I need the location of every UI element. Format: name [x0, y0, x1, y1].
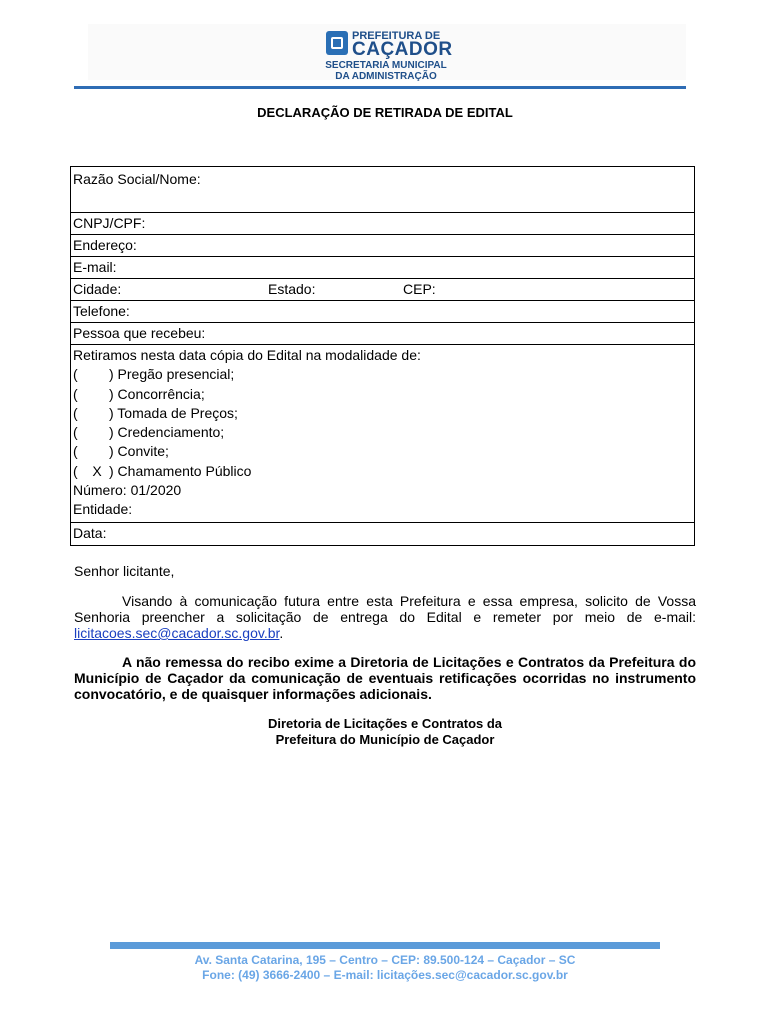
- field-data[interactable]: [71, 523, 694, 545]
- field-cidade-estado-cep[interactable]: [71, 279, 694, 301]
- label-estado: Estado:: [268, 281, 316, 297]
- option-mark: X: [92, 462, 102, 479]
- email-link[interactable]: licitacoes.sec@cacador.sc.gov.br: [74, 625, 280, 641]
- greeting: Senhor licitante,: [74, 563, 175, 579]
- label-email: E-mail:: [73, 259, 117, 275]
- document-title: DECLARAÇÃO DE RETIRADA DE EDITAL: [257, 105, 513, 120]
- instructions-text: Visando à comunicação futura entre esta Prefeitura e essa empresa, solicito de Vossa Senhoria preencher a solicitação de entrega do Edital e remeter por meio de e-mail:: [74, 593, 696, 625]
- option-credenciamento[interactable]: ( ) Credenciamento;: [73, 424, 225, 441]
- option-pregao[interactable]: ( ) Pregão presencial;: [73, 366, 235, 383]
- option-label: ) Credenciamento;: [109, 424, 225, 441]
- option-label: ) Tomada de Preços;: [109, 404, 238, 421]
- option-label: ) Chamamento Público: [109, 462, 252, 479]
- field-telefone[interactable]: [71, 301, 694, 323]
- option-tomada-precos[interactable]: ( ) Tomada de Preços;: [73, 404, 238, 421]
- label-data: Data:: [73, 525, 107, 541]
- header-divider: [74, 86, 686, 89]
- label-razao-social: Razão Social/Nome:: [73, 171, 201, 187]
- label-telefone: Telefone:: [73, 303, 130, 319]
- field-email[interactable]: [71, 257, 694, 279]
- prefeitura-logo: [320, 27, 452, 83]
- declaration-form: [70, 166, 695, 546]
- label-pessoa: Pessoa que recebeu:: [73, 325, 206, 341]
- field-razao-social[interactable]: [71, 167, 694, 213]
- logo-line-city: CAÇADOR: [352, 39, 453, 60]
- option-label: ) Concorrência;: [109, 385, 205, 402]
- label-endereco: Endereço:: [73, 237, 137, 253]
- option-convite[interactable]: ( ) Convite;: [73, 443, 169, 460]
- field-cnpj[interactable]: [71, 213, 694, 235]
- signature-block: [0, 716, 770, 748]
- field-pessoa[interactable]: [71, 323, 694, 345]
- footer: [0, 953, 770, 983]
- logo-line-secretaria: SECRETARIA MUNICIPAL: [325, 60, 447, 71]
- label-cnpj: CNPJ/CPF:: [73, 215, 146, 231]
- signature-line-2: Prefeitura do Município de Caçador: [275, 732, 495, 747]
- entidade-line: Entidade:: [73, 501, 133, 518]
- option-label: ) Convite;: [109, 443, 169, 460]
- instructions-end: .: [279, 625, 284, 641]
- field-modalidade: [71, 345, 694, 523]
- coat-of-arms-icon: [326, 31, 348, 55]
- option-concorrencia[interactable]: ( ) Concorrência;: [73, 385, 205, 402]
- signature-line-1: Diretoria de Licitações e Contratos da: [267, 716, 503, 731]
- field-endereco[interactable]: [71, 235, 694, 257]
- option-label: ) Pregão presencial;: [109, 366, 235, 383]
- logo-line-prefeitura: PREFEITURA DE: [352, 30, 441, 42]
- label-cidade: Cidade:: [73, 281, 122, 297]
- label-cep: CEP:: [403, 281, 436, 297]
- instructions-paragraph: [74, 593, 696, 641]
- option-chamamento-publico[interactable]: ( X ) Chamamento Público: [73, 462, 694, 481]
- logo-line-administracao: DA ADMINISTRAÇÃO: [335, 71, 437, 82]
- footer-address: Av. Santa Catarina, 195 – Centro – CEP: 89.500-124 – Caçador – SC: [194, 953, 576, 967]
- modalidade-intro: Retiramos nesta data cópia do Edital na modalidade de:: [73, 347, 421, 363]
- footer-contact: Fone: (49) 3666-2400 – E-mail: licitações.sec@cacador.sc.gov.br: [202, 968, 568, 982]
- disclaimer-paragraph: A não remessa do recibo exime a Diretoria de Licitações e Contratos da Prefeitura do Município de Caçador da comunicação de eventuais retificações ocorridas no instrumento convocatório, e de quaisquer informações adicionais.: [74, 654, 696, 702]
- numero-line: Número: 01/2020: [73, 482, 182, 499]
- footer-divider: [110, 942, 660, 949]
